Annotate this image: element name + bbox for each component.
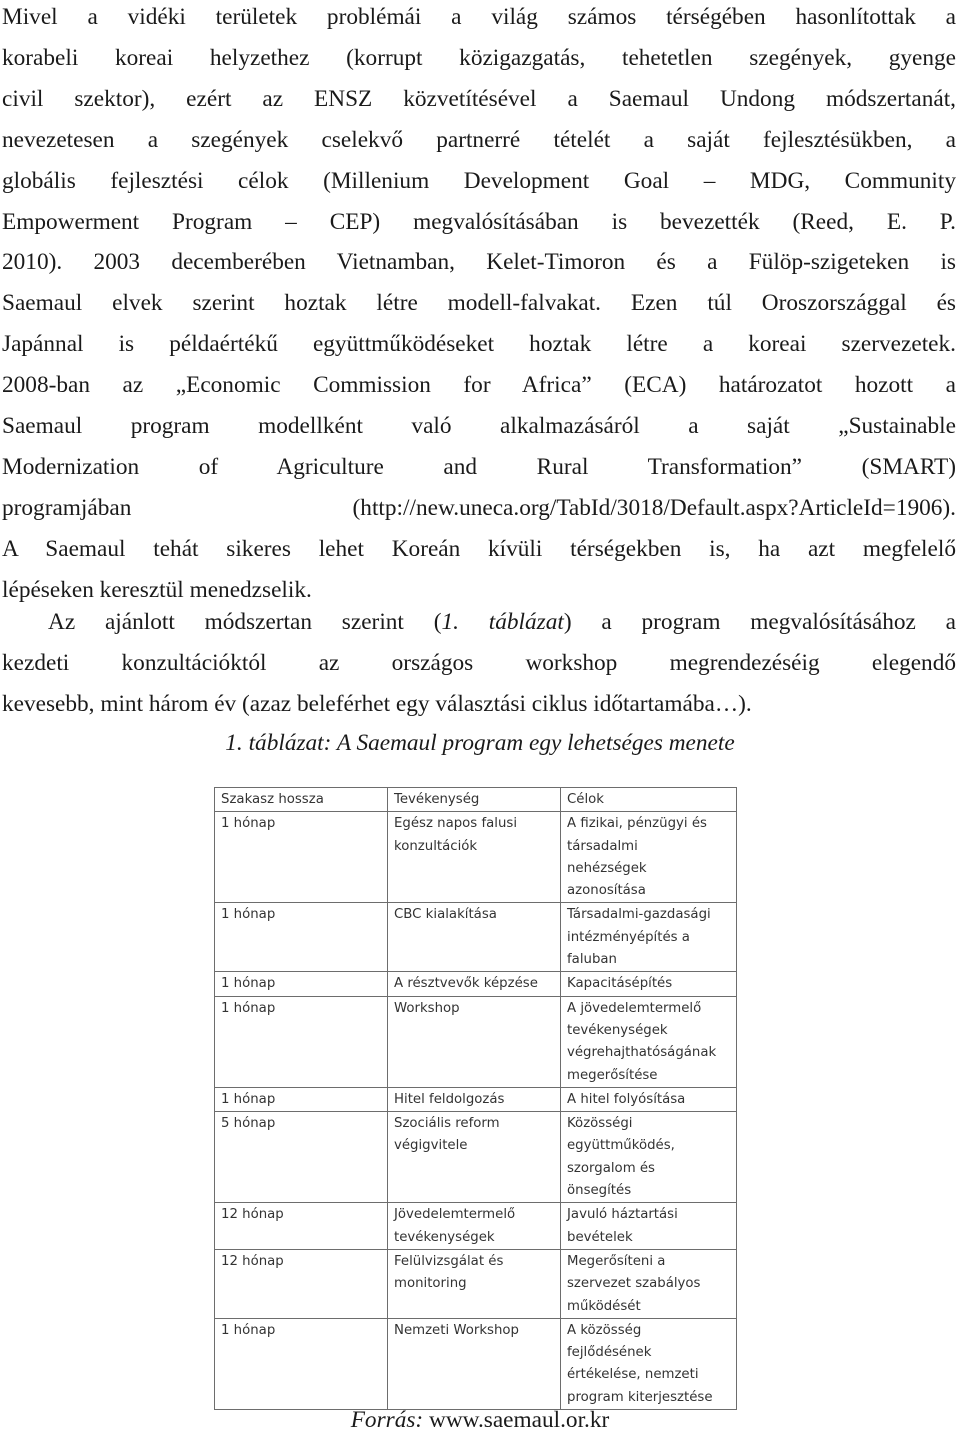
paragraph-1-line: Saemaul program modellként való alkalmazásáról a saját „Sustainable (2, 413, 956, 440)
cell-goals: Közösségi együttműködés, szorgalom és önsegítés (561, 1112, 737, 1203)
cell-activity: Egész napos falusi konzultációk (388, 812, 561, 903)
cell-duration: 1 hónap (215, 1087, 388, 1111)
schedule-table (214, 787, 737, 1410)
cell-goals: A fizikai, pénzügyi és társadalmi nehézségek azonosítása (561, 812, 737, 903)
source-url: www.saemaul.or.kr (423, 1407, 610, 1433)
paragraph-1-line: korabeli koreai helyzethez (korrupt közigazgatás, tehetetlen szegények, gyenge (2, 44, 956, 71)
cell-goals: A hitel folyósítása (561, 1087, 737, 1111)
source-label: Forrás: (350, 1407, 424, 1433)
paragraph-1 (2, 0, 956, 611)
table-row (215, 1318, 737, 1409)
table-caption: 1. táblázat: A Saemaul program egy lehetséges menete (225, 730, 735, 756)
cell-duration: 1 hónap (215, 1318, 388, 1409)
cell-activity: A résztvevők képzése (388, 972, 561, 996)
cell-goals: Megerősíteni a szervezet szabályos működését (561, 1249, 737, 1318)
cell-goals: A jövedelemtermelő tevékenységek végrehajthatóságának megerősítése (561, 996, 737, 1087)
paragraph-2-line-1: Az ajánlott módszertan szerint (1. táblázat) a program megvalósításához a (48, 609, 956, 635)
cell-goals: Javuló háztartási bevételek (561, 1203, 737, 1250)
cell-duration: 5 hónap (215, 1112, 388, 1203)
cell-duration: 1 hónap (215, 812, 388, 903)
table-row (215, 1249, 737, 1318)
header-activity: Tevékenység (388, 788, 561, 812)
paragraph-1-line: globális fejlesztési célok (Millenium Development Goal – MDG, Community (2, 167, 956, 194)
table-row (215, 1087, 737, 1111)
cell-activity: Jövedelemtermelő tevékenységek (388, 1203, 561, 1250)
table-row (215, 812, 737, 903)
table-reference: 1. táblázat (441, 609, 564, 635)
table-row (215, 1112, 737, 1203)
cell-activity: CBC kialakítása (388, 903, 561, 972)
cell-goals: A közösség fejlődésének értékelése, nemzeti program kiterjesztése (561, 1318, 737, 1409)
paragraph-1-line: 2008-ban az „Economic Commission for Africa” (ECA) határozatot hozott a (2, 372, 956, 399)
source-line (0, 1404, 960, 1436)
paragraph-1-line: lépéseken keresztül menedzselik. (2, 576, 312, 603)
paragraph-2-line-3: kevesebb, mint három év (azaz beleférhet egy választási ciklus időtartamába…). (2, 690, 752, 717)
paragraph-1-line: civil szektor), ezért az ENSZ közvetítésével a Saemaul Undong módszertanát, (2, 85, 956, 112)
cell-goals: Társadalmi-gazdasági intézményépítés a faluban (561, 903, 737, 972)
cell-activity: Nemzeti Workshop (388, 1318, 561, 1409)
paragraph-1-line: Modernization of Agriculture and Rural Transformation” (SMART) (2, 453, 956, 480)
table-row (215, 1203, 737, 1250)
cell-activity: Workshop (388, 996, 561, 1087)
paragraph-1-line: nevezetesen a szegények cselekvő partnerré tételét a saját fejlesztésükben, a (2, 126, 956, 153)
cell-duration: 12 hónap (215, 1203, 388, 1250)
header-goals: Célok (561, 788, 737, 812)
paragraph-2-line-2: kezdeti konzultációktól az országos workshop megrendezéséig elegendő (2, 649, 956, 676)
cell-activity: Felülvizsgálat és monitoring (388, 1249, 561, 1318)
schedule-table-figure (214, 787, 736, 1405)
cell-duration: 1 hónap (215, 996, 388, 1087)
cell-duration: 12 hónap (215, 1249, 388, 1318)
paragraph-1-line: programjában (http://new.uneca.org/TabId/3018/Default.aspx?ArticleId=1906). (2, 494, 956, 521)
cell-activity: Szociális reform végigvitele (388, 1112, 561, 1203)
paragraph-1-line: Japánnal is példaértékű együttműködéseket hoztak létre a koreai szervezetek. (2, 331, 956, 358)
paragraph-2 (2, 602, 956, 725)
table-row (215, 996, 737, 1087)
table-row (215, 903, 737, 972)
paragraph-1-line: 2010). 2003 decemberében Vietnamban, Kelet-Timoron és a Fülöp-szigeteken is (2, 249, 956, 276)
cell-duration: 1 hónap (215, 903, 388, 972)
paragraph-1-line: Empowerment Program – CEP) megvalósításában is bevezették (Reed, E. P. (2, 208, 956, 235)
paragraph-1-line: Mivel a vidéki területek problémái a világ számos térségében hasonlítottak a (2, 4, 956, 30)
table-header-row (215, 788, 737, 812)
cell-duration: 1 hónap (215, 972, 388, 996)
paragraph-1-line: Saemaul elvek szerint hoztak létre modell-falvakat. Ezen túl Oroszországgal és (2, 290, 956, 317)
table-row (215, 972, 737, 996)
header-duration: Szakasz hossza (215, 788, 388, 812)
paragraph-1-line: A Saemaul tehát sikeres lehet Koreán kívüli térségekben is, ha azt megfelelő (2, 535, 956, 562)
cell-goals: Kapacitásépítés (561, 972, 737, 996)
cell-activity: Hitel feldolgozás (388, 1087, 561, 1111)
